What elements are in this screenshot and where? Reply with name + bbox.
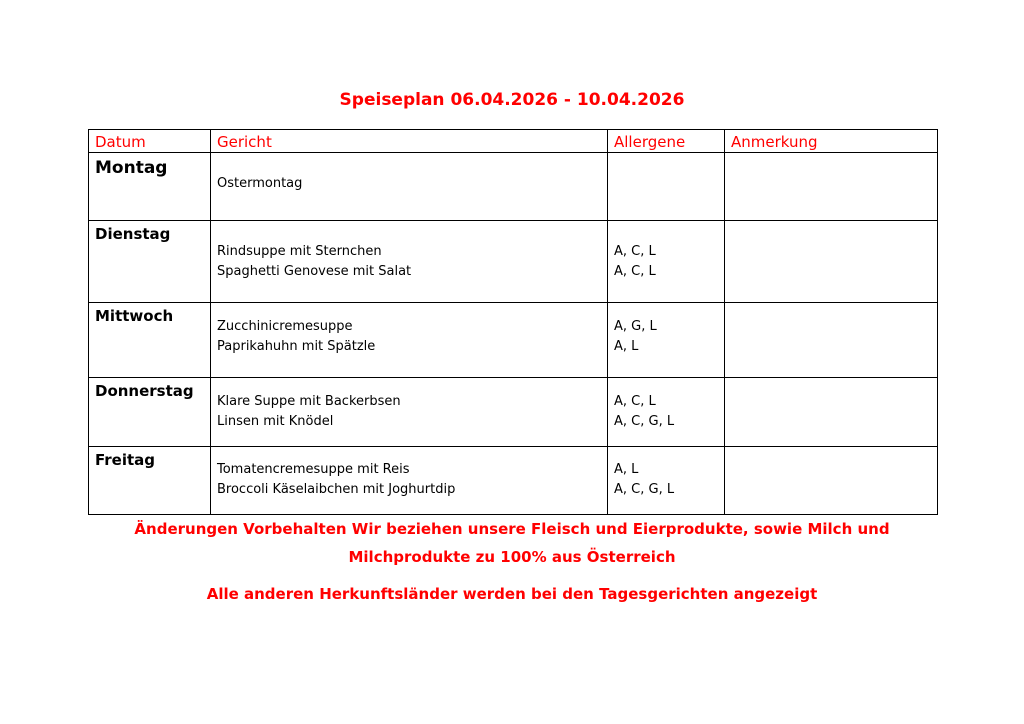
dish-item: Klare Suppe mit Backerbsen bbox=[217, 394, 401, 409]
day-label: Donnerstag bbox=[95, 382, 194, 400]
allergen-item: A, G, L bbox=[614, 319, 657, 334]
allergen-cell bbox=[608, 447, 725, 515]
table-row bbox=[89, 447, 938, 515]
allergen-item: A, C, G, L bbox=[614, 482, 675, 497]
dish-item: Spaghetti Genovese mit Salat bbox=[217, 264, 412, 279]
page-title: Speiseplan 06.04.2026 - 10.04.2026 bbox=[339, 90, 685, 110]
dish-item: Ostermontag bbox=[217, 176, 303, 191]
allergen-cell bbox=[608, 378, 725, 447]
note-cell bbox=[725, 447, 938, 515]
note-cell bbox=[725, 153, 938, 221]
note-cell bbox=[725, 221, 938, 303]
table-row bbox=[89, 153, 938, 221]
day-cell bbox=[89, 303, 211, 378]
allergen-item: A, L bbox=[614, 339, 639, 354]
header-allergene: Allergene bbox=[608, 130, 725, 153]
header-gericht: Gericht bbox=[211, 130, 608, 153]
footer-origin-notice: Alle anderen Herkunftsländer werden bei den Tagesgerichten angezeigt bbox=[206, 585, 818, 603]
dish-item: Rindsuppe mit Sternchen bbox=[217, 244, 382, 259]
footer-line-1: Änderungen Vorbehalten Wir beziehen unsere Fleisch und Eierprodukte, sowie Milch und bbox=[134, 520, 890, 538]
allergen-cell bbox=[608, 221, 725, 303]
day-cell bbox=[89, 378, 211, 447]
dish-cell bbox=[211, 378, 608, 447]
allergen-item: A, L bbox=[614, 462, 639, 477]
header-anmerkung: Anmerkung bbox=[725, 130, 938, 153]
day-label: Mittwoch bbox=[95, 307, 174, 325]
menu-table bbox=[88, 129, 938, 515]
dish-cell bbox=[211, 303, 608, 378]
dish-cell bbox=[211, 447, 608, 515]
allergen-item: A, C, L bbox=[614, 264, 656, 279]
dish-item: Broccoli Käselaibchen mit Joghurtdip bbox=[217, 482, 456, 497]
allergen-cell bbox=[608, 303, 725, 378]
table-row bbox=[89, 303, 938, 378]
note-cell bbox=[725, 378, 938, 447]
day-label: Montag bbox=[95, 158, 168, 178]
allergen-item: A, C, L bbox=[614, 394, 656, 409]
footer-notice bbox=[0, 515, 1024, 571]
table-row bbox=[89, 221, 938, 303]
dish-item: Tomatencremesuppe mit Reis bbox=[217, 462, 410, 477]
dish-item: Zucchinicremesuppe bbox=[217, 319, 353, 334]
dish-cell bbox=[211, 153, 608, 221]
day-cell bbox=[89, 221, 211, 303]
note-cell bbox=[725, 303, 938, 378]
dish-item: Linsen mit Knödel bbox=[217, 414, 334, 429]
dish-item: Paprikahuhn mit Spätzle bbox=[217, 339, 376, 354]
dish-cell bbox=[211, 221, 608, 303]
day-cell bbox=[89, 153, 211, 221]
allergen-item: A, C, G, L bbox=[614, 414, 675, 429]
day-label: Dienstag bbox=[95, 225, 171, 243]
footer-line-2: Milchprodukte zu 100% aus Österreich bbox=[348, 548, 676, 566]
table-row bbox=[89, 378, 938, 447]
allergen-item: A, C, L bbox=[614, 244, 656, 259]
day-label: Freitag bbox=[95, 451, 156, 469]
day-cell bbox=[89, 447, 211, 515]
header-datum: Datum bbox=[89, 130, 211, 153]
allergen-cell bbox=[608, 153, 725, 221]
table-header-row bbox=[89, 130, 938, 153]
